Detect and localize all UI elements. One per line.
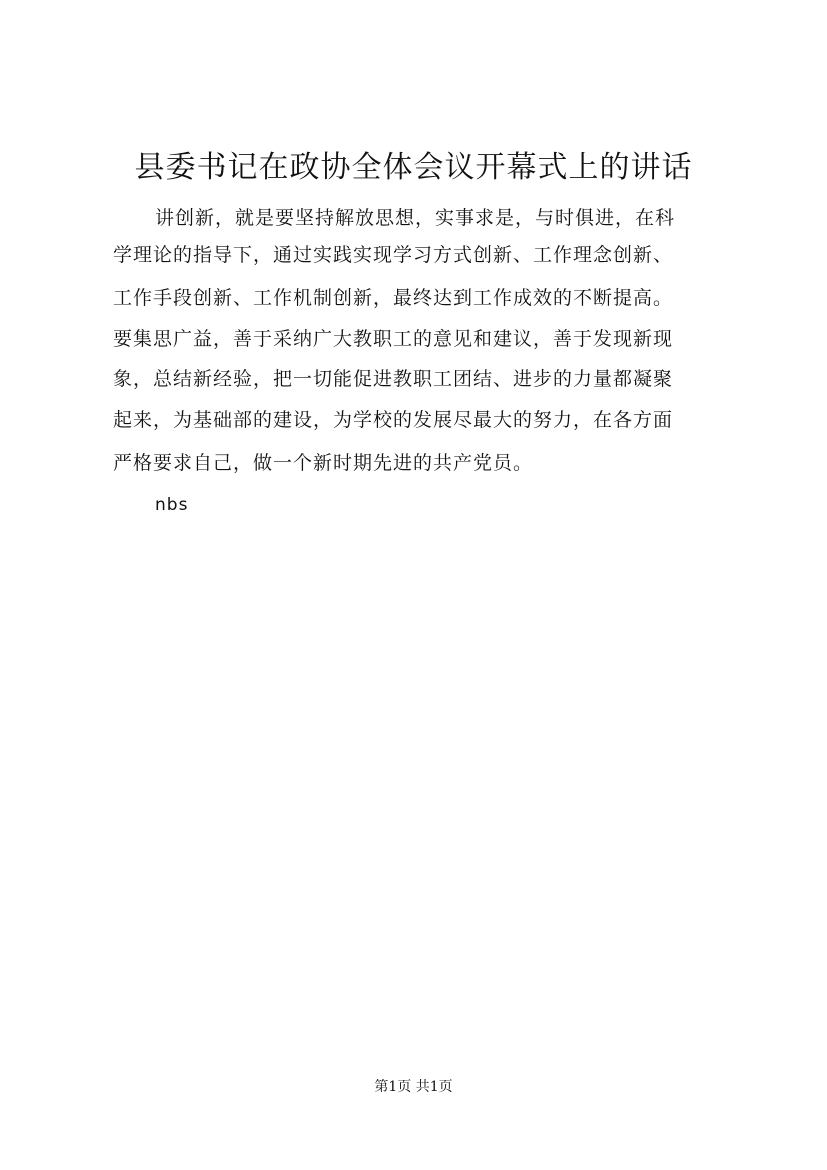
page-footer: 第1页 共1页 xyxy=(374,1079,453,1095)
body-line-3: 工作手段创新、工作机制创新，最终达到工作成效的不断提高。 xyxy=(113,287,674,309)
body-line-7: 严格要求自己，做一个新时期先进的共产党员。 xyxy=(113,452,534,474)
body-line-5: 象，总结新经验，把一切能促进教职工团结、进步的力量都凝聚 xyxy=(113,368,674,390)
body-line-2: 学理论的指导下，通过实践实现学习方式创新、工作理念创新、 xyxy=(113,244,674,266)
body-line-8: nbs xyxy=(155,495,189,515)
body-line-6: 起来，为基础部的建设，为学校的发展尽最大的努力，在各方面 xyxy=(113,409,674,431)
document-title: 县委书记在政协全体会议开幕式上的讲话 xyxy=(134,150,693,185)
body-line-1: 讲创新，就是要坚持解放思想，实事求是，与时俱进，在科 xyxy=(155,207,676,229)
body-line-4: 要集思广益，善于采纳广大教职工的意见和建议，善于发现新现 xyxy=(113,328,674,350)
